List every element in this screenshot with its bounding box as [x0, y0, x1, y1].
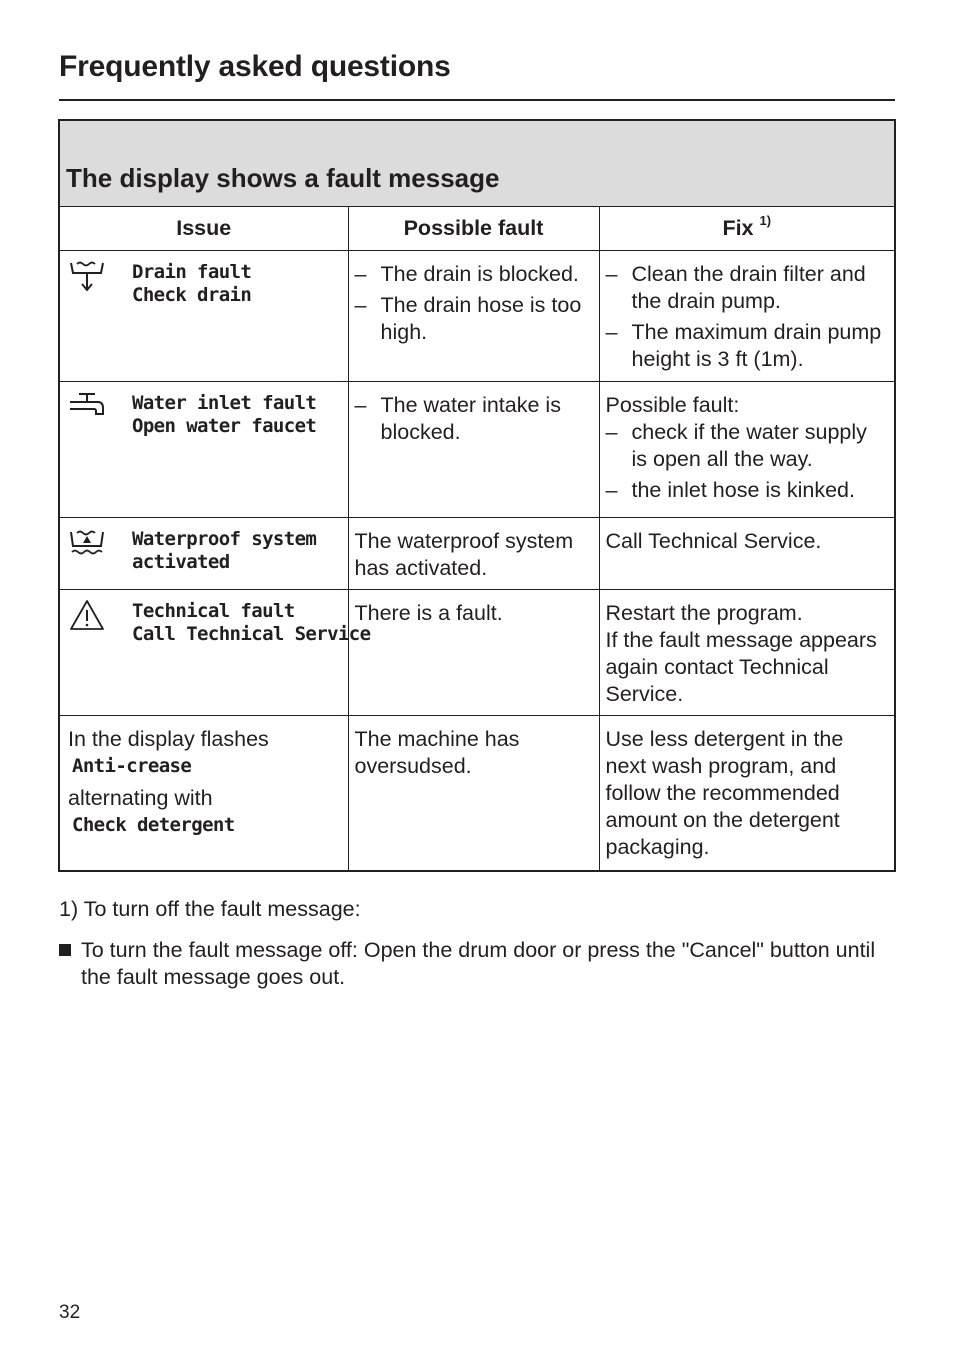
list-item: – Clean the drain filter and the drain pump. — [606, 261, 889, 315]
list-item: – The maximum drain pump height is 3 ft (1m). — [606, 319, 889, 373]
possible-fault-text: There is a fault. — [354, 601, 503, 625]
list-item: – check if the water supply is open all the way. — [606, 419, 889, 473]
header-fix-footnote-ref: 1) — [759, 212, 772, 228]
display-message — [132, 600, 370, 646]
possible-fault-cell — [348, 518, 599, 590]
display-line: Drain fault — [132, 261, 252, 283]
issue-cell — [60, 590, 371, 716]
fault-list — [355, 392, 593, 446]
display-message — [132, 528, 316, 574]
page-number: 32 — [59, 1302, 81, 1323]
issue-cell — [60, 518, 348, 590]
issue-cell — [60, 716, 348, 870]
fix-cell — [599, 518, 894, 590]
title-divider — [59, 99, 895, 101]
fix-cell — [599, 716, 894, 870]
fix-list — [606, 261, 889, 373]
fix-cell — [599, 251, 894, 382]
footnote: 1) To turn off the fault message: — [59, 897, 361, 921]
display-message — [132, 261, 251, 307]
instruction-note — [59, 937, 899, 991]
issue-text: alternating with — [68, 786, 213, 810]
header-issue: Issue — [60, 207, 348, 251]
issue-cell — [60, 251, 348, 382]
header-possible-fault: Possible fault — [348, 207, 599, 251]
display-line: Waterproof system — [132, 528, 317, 550]
bullet-square-icon — [59, 944, 71, 956]
fix-list — [606, 419, 889, 504]
list-item: – The drain is blocked. — [355, 261, 593, 288]
fix-text: Restart the program. — [605, 601, 803, 625]
list-item: – the inlet hose is kinked. — [606, 477, 889, 504]
fix-cell — [599, 382, 894, 518]
possible-fault-cell — [348, 382, 599, 518]
fix-text: Use less detergent in the next wash program, and follow the recommended amount on the detergent packaging. — [605, 727, 844, 859]
possible-fault-cell — [348, 590, 599, 716]
fault-message-box — [58, 119, 896, 872]
list-item: – The water intake is blocked. — [355, 392, 593, 446]
warning-triangle-icon — [68, 596, 106, 634]
display-line: activated — [132, 551, 230, 573]
display-line: Technical fault — [132, 600, 295, 622]
table-row — [60, 382, 894, 518]
fix-text: If the fault message appears again contact Technical Service. — [605, 628, 877, 706]
page-title: Frequently asked questions — [59, 50, 451, 83]
fault-list — [355, 261, 593, 346]
fault-table — [60, 207, 894, 870]
table-row — [60, 518, 894, 590]
section-header — [60, 121, 894, 207]
display-message — [132, 392, 316, 438]
waterproof-system-icon — [68, 524, 106, 562]
fix-text: Call Technical Service. — [605, 529, 822, 553]
header-fix — [599, 207, 894, 251]
possible-fault-cell — [348, 251, 599, 382]
section-title: The display shows a fault message — [66, 163, 500, 193]
issue-text: In the display flashes — [68, 727, 269, 751]
water-tap-icon — [68, 388, 106, 426]
possible-fault-text: The machine has oversudsed. — [354, 727, 520, 778]
instruction-text: To turn the fault message off: Open the drum door or press the "Cancel" button until the fault message goes out. — [81, 938, 876, 989]
fix-cell — [599, 590, 894, 716]
list-item: – The drain hose is too high. — [355, 292, 593, 346]
table-header-row — [60, 207, 894, 251]
table-row — [60, 251, 894, 382]
table-row — [60, 716, 894, 870]
display-message: Check detergent — [72, 814, 235, 836]
display-line: Call Technical Service — [132, 623, 371, 645]
display-line: Check drain — [132, 284, 252, 306]
table-row — [60, 590, 894, 716]
drain-icon — [68, 257, 106, 295]
possible-fault-text: The waterproof system has activated. — [354, 529, 574, 580]
display-line: Open water faucet — [132, 415, 317, 437]
possible-fault-cell — [348, 716, 599, 870]
display-line: Water inlet fault — [132, 392, 317, 414]
fix-intro: Possible fault: — [605, 393, 740, 417]
issue-cell — [60, 382, 348, 518]
display-message: Anti-crease — [72, 755, 192, 777]
header-fix-label: Fix — [722, 216, 754, 240]
